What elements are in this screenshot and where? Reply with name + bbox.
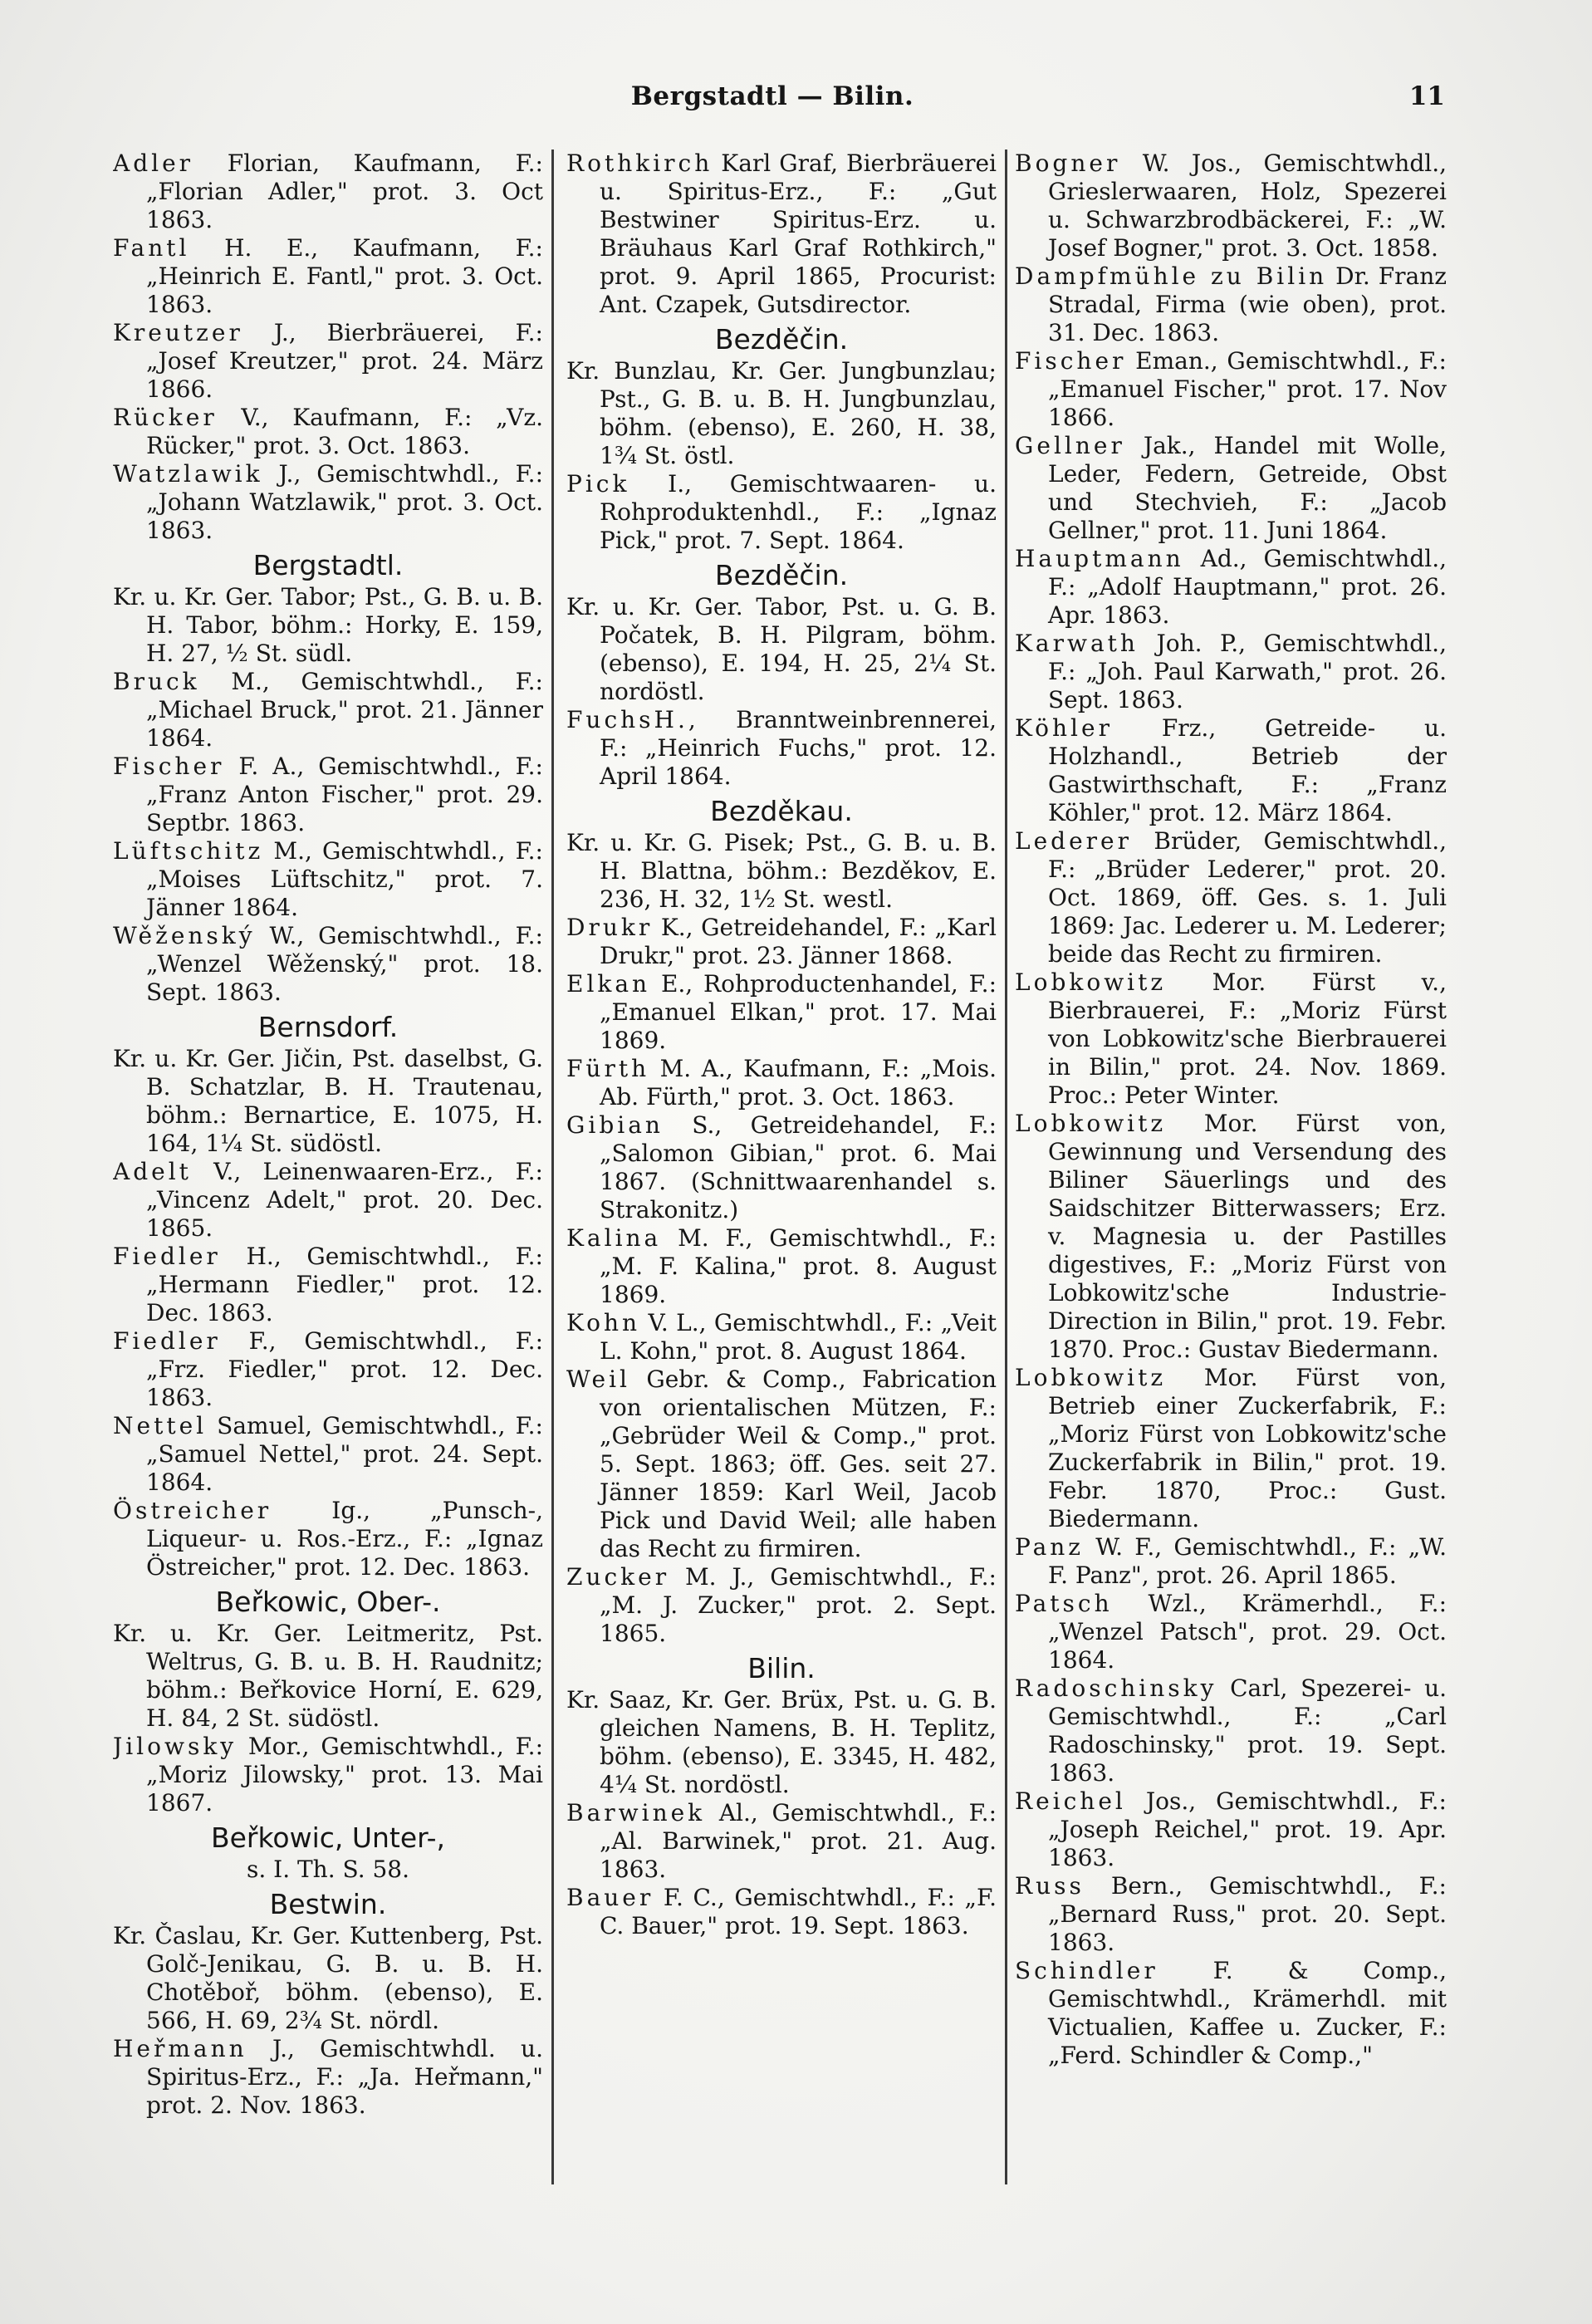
- entry-text: Mor. Fürst von, Betrieb einer Zuckerfabrik, F.: „Moriz Fürst von Lobkowitz'sche Zuckerfabrik in Bilin," prot. 19. Febr. 1870, Proc.: Gust. Biedermann.: [1048, 1364, 1447, 1532]
- entry-name: Bogner: [1015, 150, 1121, 177]
- entry-text: W. Jos., Gemischtwhdl., Grieslerwaaren, Holz, Spezerei u. Schwarzbrodbäckerei, F.: „W. Josef Bogner," prot. 3. Oct. 1858.: [1048, 150, 1447, 262]
- directory-entry: [113, 460, 543, 545]
- directory-entry: [113, 150, 543, 234]
- entry-name: Östreicher: [113, 1497, 272, 1524]
- entry-text: M., Gemischtwhdl., F.: „Michael Bruck," prot. 21. Jänner 1864.: [146, 668, 543, 752]
- entry-text: Joh. P., Gemischtwhdl., F.: „Joh. Paul Karwath," prot. 26. Sept. 1863.: [1048, 630, 1447, 713]
- entry-text: F. C., Gemischtwhdl., F.: „F. C. Bauer," prot. 19. Sept. 1863.: [600, 1884, 997, 1939]
- entry-text: Ig., „Punsch-, Liqueur- u. Ros.-Erz., F.: „Ignaz Östreicher," prot. 12. Dec. 1863.: [146, 1497, 543, 1581]
- entry-name: Dampfmühle zu Bilin: [1015, 262, 1328, 290]
- entry-text: Florian, Kaufmann, F.: „Florian Adler," prot. 3. Oct 1863.: [146, 150, 543, 233]
- entry-name: Pick: [566, 470, 630, 498]
- entry-name: Fischer: [1015, 347, 1127, 375]
- place-info: Kr. Saaz, Kr. Ger. Brüx, Pst. u. G. B. gleichen Namens, B. H. Teplitz, böhm. (ebenso), E. 3345, H. 482, 4¼ St. nordöstl.: [566, 1686, 997, 1798]
- column-divider: [1005, 150, 1007, 2184]
- directory-entry: [1015, 968, 1447, 1110]
- entry-name: Russ: [1015, 1872, 1085, 1900]
- entry-text: Brüder, Gemischtwhdl., F.: „Brüder Lederer," prot. 20. Oct. 1869, öff. Ges. s. 1. Juli 1869: Jac. Lederer u. M. Lederer; beide das Recht zu firmiren.: [1048, 827, 1447, 968]
- entry-text: V., Kaufmann, F.: „Vz. Rücker," prot. 3. Oct. 1863.: [146, 404, 543, 459]
- directory-entry: [1015, 432, 1447, 545]
- entry-name: Kohn: [566, 1309, 641, 1336]
- directory-entry: [1015, 1364, 1447, 1533]
- entry-name: Bruck: [113, 668, 200, 695]
- directory-entry: [1015, 827, 1447, 968]
- entry-text: E., Rohproductenhandel, F.: „Emanuel Elkan," prot. 17. Mai 1869.: [600, 970, 997, 1054]
- directory-entry: [113, 753, 543, 837]
- column-3: [1015, 150, 1447, 2193]
- directory-entry: [113, 837, 543, 922]
- entry-text: M. F., Gemischtwhdl., F.: „M. F. Kalina," prot. 8. August 1869.: [600, 1224, 997, 1308]
- directory-entry: [113, 1158, 543, 1243]
- directory-entry: [1015, 714, 1447, 827]
- entry-text: Branntweinbrennerei, F.: „Heinrich Fuchs," prot. 12. April 1864.: [600, 706, 997, 790]
- place-info: Kr. u. Kr. Ger. Jičin, Pst. daselbst, G. B. Schatzlar, B. H. Trautenau, böhm.: Bernartice, E. 1075, H. 164, 1¼ St. südöstl.: [113, 1045, 543, 1157]
- entry-name: Hauptmann: [1015, 545, 1184, 572]
- place-heading: Beřkowic, Ober-.: [215, 1586, 441, 1618]
- entry-text: H., Gemischtwhdl., F.: „Hermann Fiedler," prot. 12. Dec. 1863.: [146, 1243, 543, 1326]
- page-number: 11: [1408, 81, 1445, 111]
- directory-entry: [113, 404, 543, 460]
- entry-name: Lederer: [1015, 827, 1132, 855]
- entry-text: W., Gemischtwhdl., F.: „Wenzel Wěženský," prot. 18. Sept. 1863.: [146, 922, 543, 1006]
- entry-name: Adelt: [113, 1158, 192, 1185]
- entry-name: Nettel: [113, 1412, 208, 1439]
- entry-text: Bern., Gemischtwhdl., F.: „Bernard Russ," prot. 20. Sept. 1863.: [1048, 1872, 1447, 1956]
- place-heading: Bezděčin.: [714, 559, 849, 591]
- directory-entry: [1015, 1674, 1447, 1787]
- directory-entry: [1015, 150, 1447, 262]
- place-heading: Bernsdorf.: [257, 1011, 399, 1043]
- place-info: Kr. u. Kr. Ger. Tabor, Pst. u. G. B. Počatek, B. H. Pilgram, böhm. (ebenso), E. 194, H. 25, 2¼ St. nordöstl.: [566, 593, 997, 705]
- entry-text: Eman., Gemischtwhdl., F.: „Emanuel Fischer," prot. 17. Nov 1866.: [1048, 347, 1447, 431]
- entry-text: J., Bierbräuerei, F.: „Josef Kreutzer," prot. 24. März 1866.: [146, 319, 543, 403]
- directory-entry: [113, 319, 543, 404]
- place-info: Kr. u. Kr. Ger. Tabor; Pst., G. B. u. B. H. Tabor, böhm.: Horky, E. 159, H. 27, ½ St. südl.: [113, 583, 543, 667]
- entry-name: Patsch: [1015, 1590, 1113, 1617]
- entry-name: Karwath: [1015, 630, 1139, 657]
- entry-text: Jak., Handel mit Wolle, Leder, Federn, Getreide, Obst und Stechvieh, F.: „Jacob Gellner," prot. 11. Juni 1864.: [1048, 432, 1447, 544]
- entry-text: Jos., Gemischtwhdl., F.: „Joseph Reichel," prot. 19. Apr. 1863.: [1048, 1787, 1447, 1871]
- entry-text: V. L., Gemischtwhdl., F.: „Veit L. Kohn," prot. 8. August 1864.: [600, 1309, 997, 1365]
- entry-text: H. E., Kaufmann, F.: „Heinrich E. Fantl," prot. 3. Oct. 1863.: [146, 234, 543, 318]
- directory-entry: [566, 1563, 997, 1648]
- place-heading: Bezděčin.: [714, 323, 849, 355]
- entry-name: Bauer: [566, 1884, 654, 1911]
- entry-text: F. & Comp., Gemischtwhdl., Krämerhdl. mit Victualien, Kaffee u. Zucker, F.: „Ferd. Schindler & Comp.,": [1048, 1957, 1447, 2069]
- cross-reference: s. I. Th. S. 58.: [246, 1856, 410, 1883]
- directory-entry: [113, 922, 543, 1007]
- page-header: [100, 81, 1445, 123]
- entry-name: Lobkowitz: [1015, 1364, 1167, 1391]
- entry-name: Schindler: [1015, 1957, 1158, 1984]
- directory-entry: [566, 1309, 997, 1365]
- directory-entry: [113, 1327, 543, 1412]
- directory-entry: [1015, 630, 1447, 714]
- entry-name: Barwinek: [566, 1799, 706, 1826]
- entry-text: V., Leinenwaaren-Erz., F.: „Vincenz Adelt," prot. 20. Dec. 1865.: [146, 1158, 543, 1242]
- entry-text: M. A., Kaufmann, F.: „Mois. Ab. Fürth," prot. 3. Oct. 1863.: [600, 1055, 997, 1111]
- directory-entry: [566, 1799, 997, 1884]
- entry-name: Adler: [113, 150, 194, 177]
- directory-entry: [113, 1412, 543, 1497]
- column-2: [566, 150, 997, 2193]
- entry-name: Wěženský: [113, 922, 256, 949]
- directory-entry: [1015, 1872, 1447, 1957]
- entry-name: Rothkirch: [566, 150, 713, 177]
- directory-entry: [566, 1111, 997, 1224]
- entry-text: Carl, Spezerei- u. Gemischtwhdl., F.: „Carl Radoschinsky," prot. 19. Sept. 1863.: [1048, 1674, 1447, 1787]
- entry-name: Fischer: [113, 753, 225, 780]
- directory-entry: [113, 2035, 543, 2120]
- entry-text: Ad., Gemischtwhdl., F.: „Adolf Hauptmann," prot. 26. Apr. 1863.: [1048, 545, 1447, 629]
- directory-entry: [1015, 545, 1447, 630]
- entry-name: FuchsH.,: [566, 706, 699, 733]
- directory-entry: [1015, 347, 1447, 432]
- place-heading: Bezděkau.: [710, 795, 853, 827]
- entry-text: J., Gemischtwhdl., F.: „Johann Watzlawik," prot. 3. Oct. 1863.: [146, 460, 543, 544]
- place-info: Kr. Bunzlau, Kr. Ger. Jungbunzlau; Pst., G. B. u. B. H. Jungbunzlau, böhm. (ebenso), E. 260, H. 38, 1¾ St. östl.: [566, 357, 997, 469]
- entry-text: Karl Graf, Bierbräuerei u. Spiritus-Erz., F.: „Gut Bestwiner Spiritus-Erz. u. Bräuhaus Karl Graf Rothkirch," prot. 9. April 1865, Procurist: Ant. Czapek, Gutsdirector.: [600, 150, 997, 318]
- entry-text: Samuel, Gemischtwhdl., F.: „Samuel Nettel," prot. 24. Sept. 1864.: [146, 1412, 543, 1496]
- directory-entry: [566, 914, 997, 970]
- place-heading: Bergstadtl.: [252, 549, 404, 581]
- entry-text: Dr. Franz Stradal, Firma (wie oben), prot. 31. Dec. 1863.: [1048, 262, 1447, 346]
- entry-text: W. F., Gemischtwhdl., F.: „W. F. Panz", prot. 26. April 1865.: [1048, 1533, 1447, 1589]
- place-info: Kr. u. Kr. G. Pisek; Pst., G. B. u. B. H. Blattna, böhm.: Bezděkov, E. 236, H. 32, 1½ St. westl.: [566, 829, 997, 913]
- entry-name: Drukr: [566, 914, 654, 941]
- directory-entry: [1015, 1957, 1447, 2070]
- directory-entry: [113, 1497, 543, 1581]
- directory-entry: [1015, 1590, 1447, 1674]
- entry-text: F., Gemischtwhdl., F.: „Frz. Fiedler," prot. 12. Dec. 1863.: [146, 1327, 543, 1411]
- entry-name: Gibian: [566, 1111, 664, 1139]
- entry-name: Köhler: [1015, 714, 1113, 742]
- entry-text: Gebr. & Comp., Fabrication von orientalischen Mützen, F.: „Gebrüder Weil & Comp.," prot. 5. Sept. 1863; öff. Ges. seit 27. Jänner 1859: Karl Weil, Jacob Pick und David Weil; alle haben das Recht zu firmiren.: [600, 1365, 997, 1562]
- place-heading: Bilin.: [747, 1652, 816, 1684]
- entry-name: Weil: [566, 1365, 630, 1393]
- directory-entry: [113, 668, 543, 753]
- entry-name: Panz: [1015, 1533, 1085, 1561]
- entry-name: Fürth: [566, 1055, 650, 1082]
- entry-name: Lobkowitz: [1015, 968, 1167, 996]
- place-info: Kr. u. Kr. Ger. Leitmeritz, Pst. Weltrus, G. B. u. B. H. Raudnitz; böhm.: Beřkovice Horní, E. 629, H. 84, 2 St. südöstl.: [113, 1620, 543, 1732]
- directory-entry: [566, 1365, 997, 1563]
- directory-entry: [566, 706, 997, 791]
- entry-text: Mor. Fürst v., Bierbrauerei, F.: „Moriz Fürst von Lobkowitz'sche Bierbrauerei in Bilin," prot. 24. Nov. 1869. Proc.: Peter Winter.: [1048, 968, 1447, 1109]
- entry-name: Fantl: [113, 234, 190, 262]
- running-title: Bergstadtl — Bilin.: [630, 81, 914, 111]
- entry-text: M. J., Gemischtwhdl., F.: „M. J. Zucker," prot. 2. Sept. 1865.: [600, 1563, 997, 1647]
- entry-name: Lüftschitz: [113, 837, 264, 865]
- directory-entry: [566, 1055, 997, 1111]
- entry-name: Rücker: [113, 404, 218, 431]
- entry-name: Gellner: [1015, 432, 1125, 459]
- directory-entry: [566, 1884, 997, 1940]
- entry-name: Kalina: [566, 1224, 662, 1252]
- entry-text: Mor., Gemischtwhdl., F.: „Moriz Jilowsky," prot. 13. Mai 1867.: [146, 1733, 543, 1817]
- column-1: [113, 150, 543, 2193]
- directory-entry: [113, 1243, 543, 1327]
- place-heading: Bestwin.: [269, 1888, 387, 1920]
- entry-name: Lobkowitz: [1015, 1110, 1167, 1137]
- entry-text: K., Getreidehandel, F.: „Karl Drukr," prot. 23. Jänner 1868.: [600, 914, 997, 969]
- entry-text: J., Gemischtwhdl. u. Spiritus-Erz., F.: „Ja. Heřmann," prot. 2. Nov. 1863.: [146, 2035, 543, 2119]
- entry-name: Fiedler: [113, 1243, 221, 1270]
- directory-entry: [1015, 1533, 1447, 1590]
- directory-entry: [566, 470, 997, 555]
- directory-entry: [1015, 1110, 1447, 1364]
- directory-entry: [566, 150, 997, 319]
- entry-text: S., Getreidehandel, F.: „Salomon Gibian," prot. 6. Mai 1867. (Schnittwaarenhandel s. Strakonitz.): [600, 1111, 997, 1223]
- place-info: Kr. Časlau, Kr. Ger. Kuttenberg, Pst. Golč-Jenikau, G. B. u. B. H. Chotěboř, böhm. (ebenso), E. 566, H. 69, 2¾ St. nördl.: [113, 1922, 543, 2034]
- entry-name: Radoschinsky: [1015, 1674, 1217, 1702]
- directory-entry: [1015, 262, 1447, 347]
- column-divider: [551, 150, 554, 2184]
- directory-entry: [566, 1224, 997, 1309]
- entry-text: Mor. Fürst von, Gewinnung und Versendung des Biliner Säuerlings und des Saidschitzer Bitterwassers; Erz. v. Magnesia u. der Pastilles digestives, F.: „Moriz Fürst von Lobkowitz'sche Industrie-Direction in Bilin," prot. 19. Febr. 1870. Proc.: Gustav Biedermann.: [1048, 1110, 1447, 1363]
- entry-name: Heřmann: [113, 2035, 247, 2062]
- place-heading: Beřkowic, Unter-,: [210, 1821, 446, 1854]
- entry-name: Jilowsky: [113, 1733, 238, 1760]
- entry-name: Zucker: [566, 1563, 670, 1591]
- directory-entry: [113, 234, 543, 319]
- entry-text: M., Gemischtwhdl., F.: „Moises Lüftschitz," prot. 7. Jänner 1864.: [146, 837, 543, 921]
- entry-text: Wzl., Krämerhdl., F.: „Wenzel Patsch", prot. 29. Oct. 1864.: [1048, 1590, 1447, 1674]
- entry-name: Fiedler: [113, 1327, 221, 1355]
- entry-name: Watzlawik: [113, 460, 263, 488]
- directory-entry: [1015, 1787, 1447, 1872]
- entry-name: Reichel: [1015, 1787, 1126, 1815]
- entry-text: Al., Gemischtwhdl., F.: „Al. Barwinek," prot. 21. Aug. 1863.: [600, 1799, 997, 1883]
- entry-name: Elkan: [566, 970, 651, 998]
- entry-text: I., Gemischtwaaren- u. Rohproduktenhdl., F.: „Ignaz Pick," prot. 7. Sept. 1864.: [600, 470, 997, 554]
- entry-text: Frz., Getreide- u. Holzhandl., Betrieb der Gastwirthschaft, F.: „Franz Köhler," prot. 12. März 1864.: [1048, 714, 1447, 826]
- directory-entry: [566, 970, 997, 1055]
- directory-entry: [113, 1733, 543, 1817]
- entry-text: F. A., Gemischtwhdl., F.: „Franz Anton Fischer," prot. 29. Septbr. 1863.: [146, 753, 543, 836]
- entry-name: Kreutzer: [113, 319, 243, 346]
